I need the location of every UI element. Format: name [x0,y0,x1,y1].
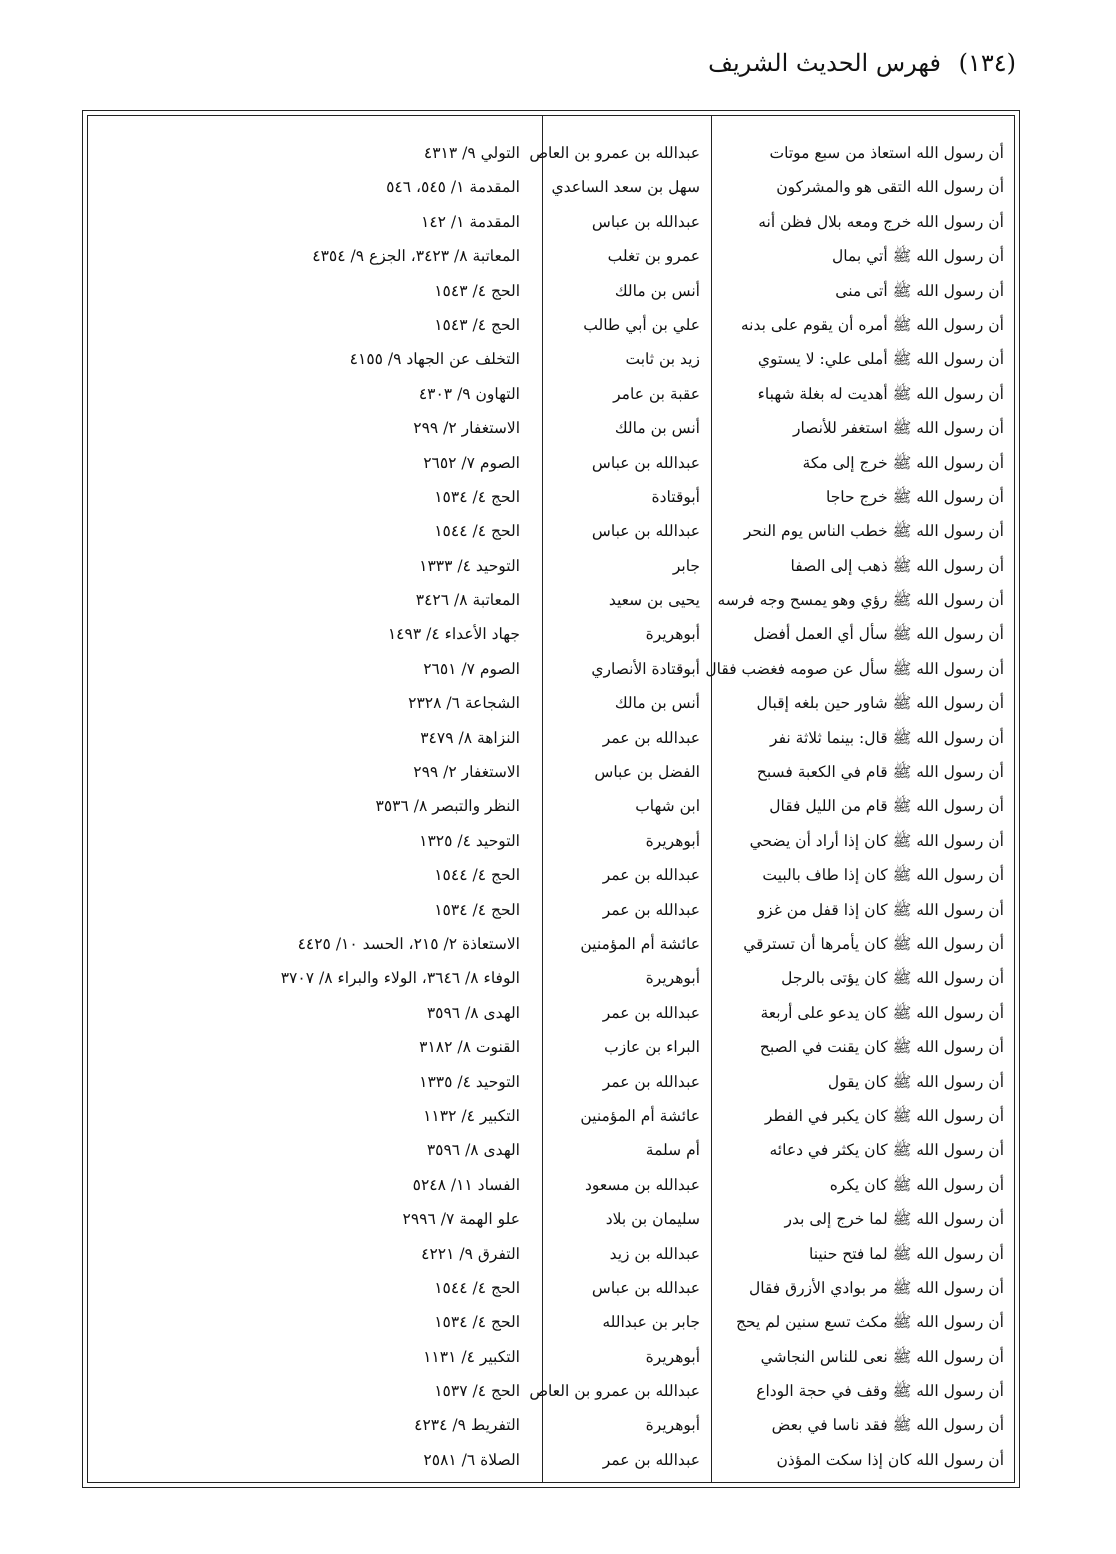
reference-text: جهاد الأعداء ٤/ ١٤٩٣ [387,625,520,644]
reference-text: المعاتبة ٨/ ٣٤٢٣، الجزع ٩/ ٤٣٥٤ [312,247,520,266]
table-row [88,1305,1014,1339]
narrator-name: عمرو بن تغلب [607,247,700,266]
table-row [88,858,1014,892]
reference-text: الحج ٤/ ١٥٣٤ [434,1313,520,1332]
table-row [88,996,1014,1030]
hadith-text: أن رسول الله ﷺ مكث تسع سنين لم يحج [735,1313,1004,1332]
hadith-text: أن رسول الله ﷺ كان يقول [827,1072,1004,1091]
table-row [88,961,1014,995]
reference-text: المعاتبة ٨/ ٣٤٢٦ [415,591,520,610]
narrator-name: أنس بن مالك [614,419,700,438]
hadith-text: أن رسول الله ﷺ أمره أن يقوم على بدنه [740,315,1004,334]
narrator-name: جابر بن عبدالله [602,1313,700,1332]
narrator-name: سهل بن سعد الساعدي [551,178,700,197]
reference-text: الاستغفار ٢/ ٢٩٩ [413,419,520,438]
table-row [88,446,1014,480]
hadith-text: أن رسول الله ﷺ مر بوادي الأزرق فقال [748,1278,1004,1297]
narrator-name: عبدالله بن عمر [602,1003,700,1022]
reference-text: الاستغفار ٢/ ٢٩٩ [413,763,520,782]
hadith-text: أن رسول الله ﷺ سأل أي العمل أفضل [753,625,1004,644]
reference-text: الحج ٤/ ١٥٤٣ [434,315,520,334]
narrator-name: البراء بن عازب [604,1038,700,1057]
table-row [88,411,1014,445]
hadith-text: أن رسول الله ﷺ كان إذا قفل من غزو [757,900,1004,919]
narrator-name: أبوهريرة [645,1347,700,1366]
reference-text: التولي ٩/ ٤٣١٣ [423,144,520,162]
reference-text: الهدى ٨/ ٣٥٩٦ [426,1003,520,1022]
hadith-text: أن رسول الله ﷺ كان يكبر في الفطر [764,1106,1004,1125]
table-row [88,1065,1014,1099]
narrator-name: أبوهريرة [645,831,700,850]
narrator-name: عبدالله بن عمر [602,900,700,919]
table-row [88,755,1014,789]
table-row [88,789,1014,823]
hadith-text: أن رسول الله ﷺ كان يدعو على أربعة [760,1003,1004,1022]
reference-text: الحج ٤/ ١٥٣٤ [434,900,520,919]
hadith-text: أن رسول الله ﷺ ذهب إلى الصفا [790,556,1004,575]
narrator-name: عبدالله بن عمر [602,1072,700,1091]
hadith-text: أن رسول الله ﷺ كان يكره [829,1175,1004,1194]
page-title: فهرس الحديث الشريف [708,49,941,77]
hadith-text: أن رسول الله ﷺ أملى علي: لا يستوي [757,350,1004,369]
table-row [88,136,1014,170]
narrator-name: عبدالله بن عمرو بن العاص [529,1382,700,1401]
table-row [88,514,1014,548]
reference-text: النظر والتبصر ٨/ ٣٥٣٦ [375,797,520,816]
reference-text: التوحيد ٤/ ١٣٣٥ [419,1072,520,1091]
narrator-name: زيد بن ثابت [625,350,700,369]
narrator-name: عبدالله بن عباس [591,1278,700,1297]
table-row [88,1374,1014,1408]
hadith-text: أن رسول الله ﷺ أتى منى [835,281,1004,300]
table-row [88,342,1014,376]
table-row [88,893,1014,927]
reference-text: الوفاء ٨/ ٣٦٤٦، الولاء والبراء ٨/ ٣٧٠٧ [280,969,520,988]
hadith-text: أن رسول الله ﷺ نعى للناس النجاشي [760,1347,1004,1366]
reference-text: الصوم ٧/ ٢٦٥١ [423,659,520,678]
narrator-name: عبدالله بن عباس [591,453,700,472]
table-row [88,205,1014,239]
table-row [88,686,1014,720]
reference-text: التوحيد ٤/ ١٣٢٥ [419,831,520,850]
hadith-text: أن رسول الله ﷺ رؤي وهو يمسح وجه فرسه [717,591,1004,610]
narrator-name: أنس بن مالك [614,694,700,713]
table-row [88,1237,1014,1271]
narrator-name: عبدالله بن عباس [591,522,700,541]
table-row [88,824,1014,858]
reference-text: التهاون ٩/ ٤٣٠٣ [418,384,520,403]
reference-text: الفساد ١١/ ٥٢٤٨ [412,1175,520,1194]
page-number: (١٣٤) [958,49,1016,77]
narrator-name: سليمان بن بلاد [605,1210,700,1229]
narrator-name: عبدالله بن زيد [609,1244,700,1263]
reference-text: المقدمة ١/ ١٤٢ [421,212,520,231]
narrator-name: عبدالله بن عمر [602,728,700,747]
hadith-text: أن رسول الله ﷺ كان يكثر في دعائه [769,1141,1004,1160]
hadith-text: أن رسول الله خرج ومعه بلال فظن أنه [758,212,1004,231]
hadith-text: أن رسول الله ﷺ لما خرج إلى بدر [784,1210,1004,1229]
narrator-name: عبدالله بن عمرو بن العاص [529,144,700,162]
table-row [88,170,1014,204]
reference-text: الشجاعة ٦/ ٢٣٢٨ [408,694,520,713]
table-row [88,1099,1014,1133]
table-row [88,1443,1014,1477]
reference-text: التكبير ٤/ ١١٣٢ [423,1106,520,1125]
narrator-name: أم سلمة [645,1141,700,1160]
table-row [88,308,1014,342]
hadith-text: أن رسول الله ﷺ شاور حين بلغه إقبال [756,694,1004,713]
table-row [88,239,1014,273]
table-row [88,927,1014,961]
narrator-name: عائشة أم المؤمنين [580,934,700,953]
narrator-name: عقبة بن عامر [613,384,700,403]
hadith-text: أن رسول الله ﷺ قام في الكعبة فسبح [756,763,1004,782]
table-row [88,274,1014,308]
reference-text: التفريط ٩/ ٤٢٣٤ [414,1416,520,1435]
table-rows [88,136,1014,1477]
reference-text: الحج ٤/ ١٥٣٧ [434,1382,520,1401]
hadith-text: أن رسول الله ﷺ لما فتح حنينا [808,1244,1004,1263]
hadith-text: أن رسول الله ﷺ كان يقنت في الصبح [759,1038,1004,1057]
hadith-text: أن رسول الله التقى هو والمشركون [776,178,1004,197]
narrator-name: عبدالله بن عمر [602,1450,700,1469]
table-row [88,377,1014,411]
index-table-frame [82,110,1020,1488]
reference-text: الهدى ٨/ ٣٥٩٦ [426,1141,520,1160]
narrator-name: الفضل بن عباس [594,763,700,782]
narrator-name: أنس بن مالك [614,281,700,300]
reference-text: الصلاة ٦/ ٢٥٨١ [423,1450,520,1469]
hadith-text: أن رسول الله ﷺ خرج حاجا [825,487,1004,506]
table-row [88,1408,1014,1442]
reference-text: الحج ٤/ ١٥٤٣ [434,281,520,300]
table-row [88,1168,1014,1202]
narrator-name: ابن شهاب [635,797,700,816]
table-row [88,480,1014,514]
index-table [87,115,1015,1483]
table-row [88,617,1014,651]
narrator-name: عبدالله بن عباس [591,212,700,231]
reference-text: الصوم ٧/ ٢٦٥٢ [423,453,520,472]
hadith-text: أن رسول الله ﷺ خطب الناس يوم النحر [743,522,1004,541]
narrator-name: جابر [672,556,700,575]
hadith-text: أن رسول الله ﷺ فقد ناسا في بعض [771,1416,1004,1435]
narrator-name: يحيى بن سعيد [608,591,700,610]
narrator-name: أبوقتادة [651,487,700,506]
hadith-text: أن رسول الله ﷺ كان إذا أراد أن يضحي [749,831,1004,850]
reference-text: النزاهة ٨/ ٣٤٧٩ [420,728,520,747]
narrator-name: أبوقتادة الأنصاري [591,659,700,678]
reference-text: التفرق ٩/ ٤٢٢١ [421,1244,520,1263]
narrator-name: أبوهريرة [645,1416,700,1435]
narrator-name: عبدالله بن عمر [602,866,700,885]
hadith-text: أن رسول الله ﷺ وقف في حجة الوداع [756,1382,1004,1401]
reference-text: المقدمة ١/ ٥٤٥، ٥٤٦ [386,178,520,197]
reference-text: القنوت ٨/ ٣١٨٢ [419,1038,520,1057]
reference-text: الحج ٤/ ١٥٤٤ [434,1278,520,1297]
hadith-text: أن رسول الله ﷺ أهديت له بغلة شهباء [757,384,1004,403]
reference-text: الحج ٤/ ١٥٣٤ [434,487,520,506]
table-row [88,652,1014,686]
reference-text: التوحيد ٤/ ١٣٣٣ [419,556,520,575]
hadith-text: أن رسول الله ﷺ كان إذا طاف بالبيت [762,866,1004,885]
hadith-text: أن رسول الله ﷺ أتي بمال [831,247,1004,266]
hadith-text: أن رسول الله ﷺ خرج إلى مكة [802,453,1004,472]
hadith-text: أن رسول الله ﷺ استغفر للأنصار [792,419,1004,438]
reference-text: الحج ٤/ ١٥٤٤ [434,866,520,885]
table-row [88,1202,1014,1236]
table-row [88,549,1014,583]
hadith-text: أن رسول الله ﷺ قام من الليل فقال [769,797,1004,816]
narrator-name: عائشة أم المؤمنين [580,1106,700,1125]
hadith-text: أن رسول الله كان إذا سكت المؤذن [776,1450,1004,1469]
hadith-text: أن رسول الله ﷺ سأل عن صومه فغضب فقال [705,659,1004,678]
narrator-name: عبدالله بن مسعود [584,1175,700,1194]
reference-text: الحج ٤/ ١٥٤٤ [434,522,520,541]
hadith-text: أن رسول الله ﷺ كان يأمرها أن تسترقي [743,934,1004,953]
narrator-name: علي بن أبي طالب [583,315,700,334]
hadith-text: أن رسول الله ﷺ قال: بينما ثلاثة نفر [770,728,1004,747]
page-header [708,48,1016,78]
reference-text: علو الهمة ٧/ ٢٩٩٦ [402,1210,520,1229]
table-row [88,1133,1014,1167]
reference-text: التكبير ٤/ ١١٣١ [423,1347,520,1366]
table-row [88,1271,1014,1305]
table-row [88,721,1014,755]
table-row [88,1030,1014,1064]
narrator-name: أبوهريرة [645,969,700,988]
table-row [88,1340,1014,1374]
table-row [88,583,1014,617]
hadith-text: أن رسول الله استعاذ من سبع موتات [769,144,1004,162]
reference-text: الاستعاذة ٢/ ٢١٥، الحسد ١٠/ ٤٤٢٥ [297,934,520,953]
hadith-text: أن رسول الله ﷺ كان يؤتى بالرجل [781,969,1004,988]
reference-text: التخلف عن الجهاد ٩/ ٤١٥٥ [349,350,520,369]
narrator-name: أبوهريرة [645,625,700,644]
